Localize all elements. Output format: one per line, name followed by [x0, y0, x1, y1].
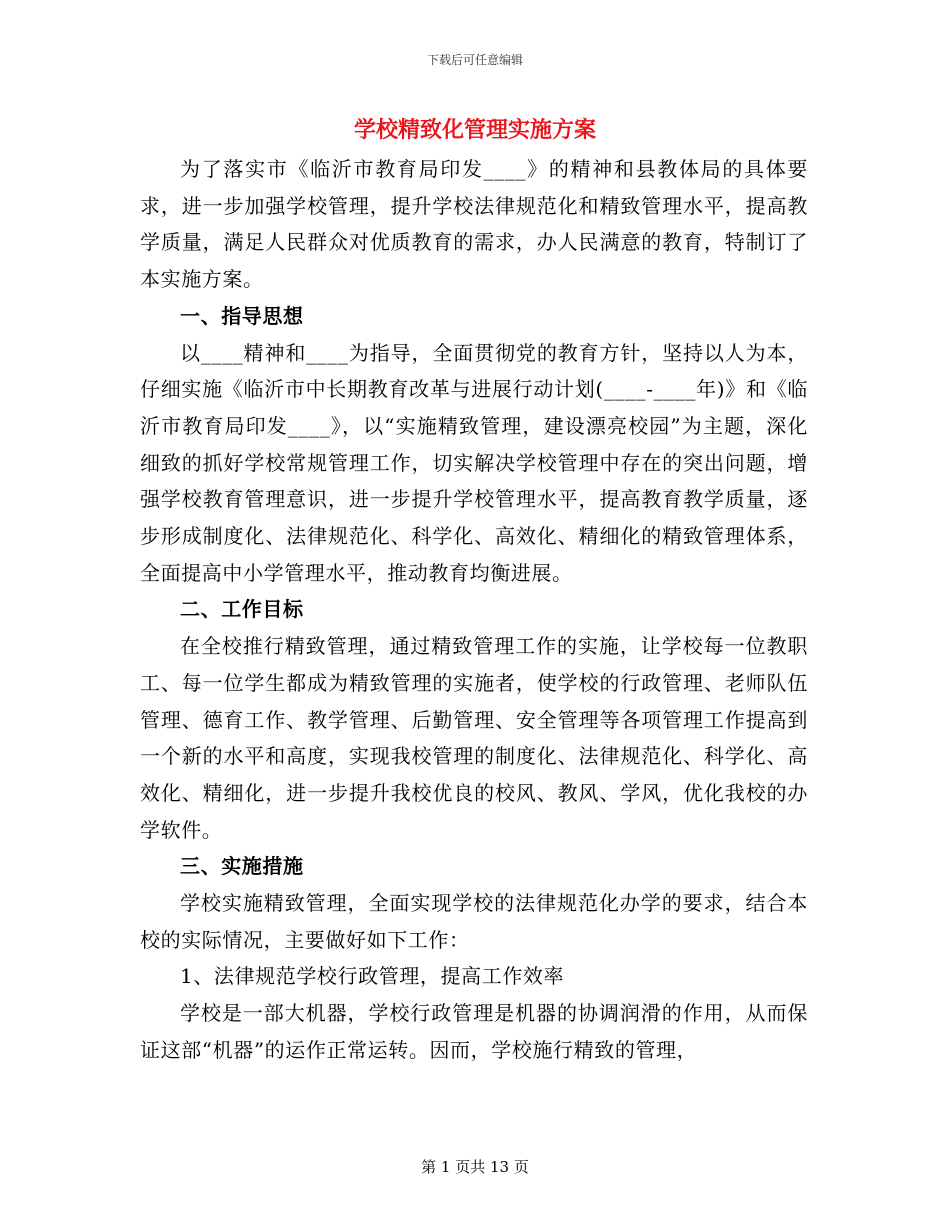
guiding-thought-paragraph: 以____精神和____为指导，全面贯彻党的教育方针，坚持以人为本，仔细实施《临沂市中长期教育改革与进展行动计划(____-____年)》和《临沂市教育局印发____》，以“实施精致管理，建设漂亮校园”为主题，深化细致的抓好学校常规管理工作，切实解决学校管理中存在的突出问题，增强学校教育管理意识，进一步提升学校管理水平，提高教育教学质量，逐步形成制度化、法律规范化、科学化、高效化、精细化的精致管理体系，全面提高中小学管理水平，推动教育均衡进展。: [140, 340, 808, 585]
document-title: 学校精致化管理实施方案: [353, 117, 596, 143]
page-number-footer: 第 1 页共 13 页: [421, 1158, 529, 1176]
work-goals-paragraph: 在全校推行精致管理，通过精致管理工作的实施，让学校每一位教职工、每一位学生都成为精致管理的实施者，使学校的行政管理、老师队伍管理、德育工作、教学管理、后勤管理、安全管理等各项管理工作提高到一个新的水平和高度，实现我校管理的制度化、法律规范化、科学化、高效化、精细化，进一步提升我校优良的校风、教风、学风，优化我校的办学软件。: [140, 634, 808, 842]
document-body: [140, 151, 808, 1069]
subsection-heading-administration: 1、法律规范学校行政管理，提高工作效率: [180, 964, 565, 989]
intro-paragraph: 为了落实市《临沂市教育局印发____》的精神和县教体局的具体要求，进一步加强学校管理，提升学校法律规范化和精致管理水平，提高教学质量，满足人民群众对优质教育的需求，办人民满意的教育，特制订了本实施方案。: [140, 157, 808, 292]
section-heading-work-goals: 二、工作目标: [180, 597, 304, 622]
administration-paragraph: 学校是一部大机器，学校行政管理是机器的协调润滑的作用，从而保证这部“机器”的运作正常运转。因而，学校施行精致的管理，: [140, 1001, 808, 1062]
section-heading-guiding-thought: 一、指导思想: [180, 303, 304, 328]
section-heading-measures: 三、实施措施: [180, 854, 304, 879]
measures-paragraph: 学校实施精致管理，全面实现学校的法律规范化办学的要求，结合本校的实际情况，主要做好如下工作：: [140, 891, 808, 952]
page-header: 下载后可任意编辑: [426, 53, 523, 67]
